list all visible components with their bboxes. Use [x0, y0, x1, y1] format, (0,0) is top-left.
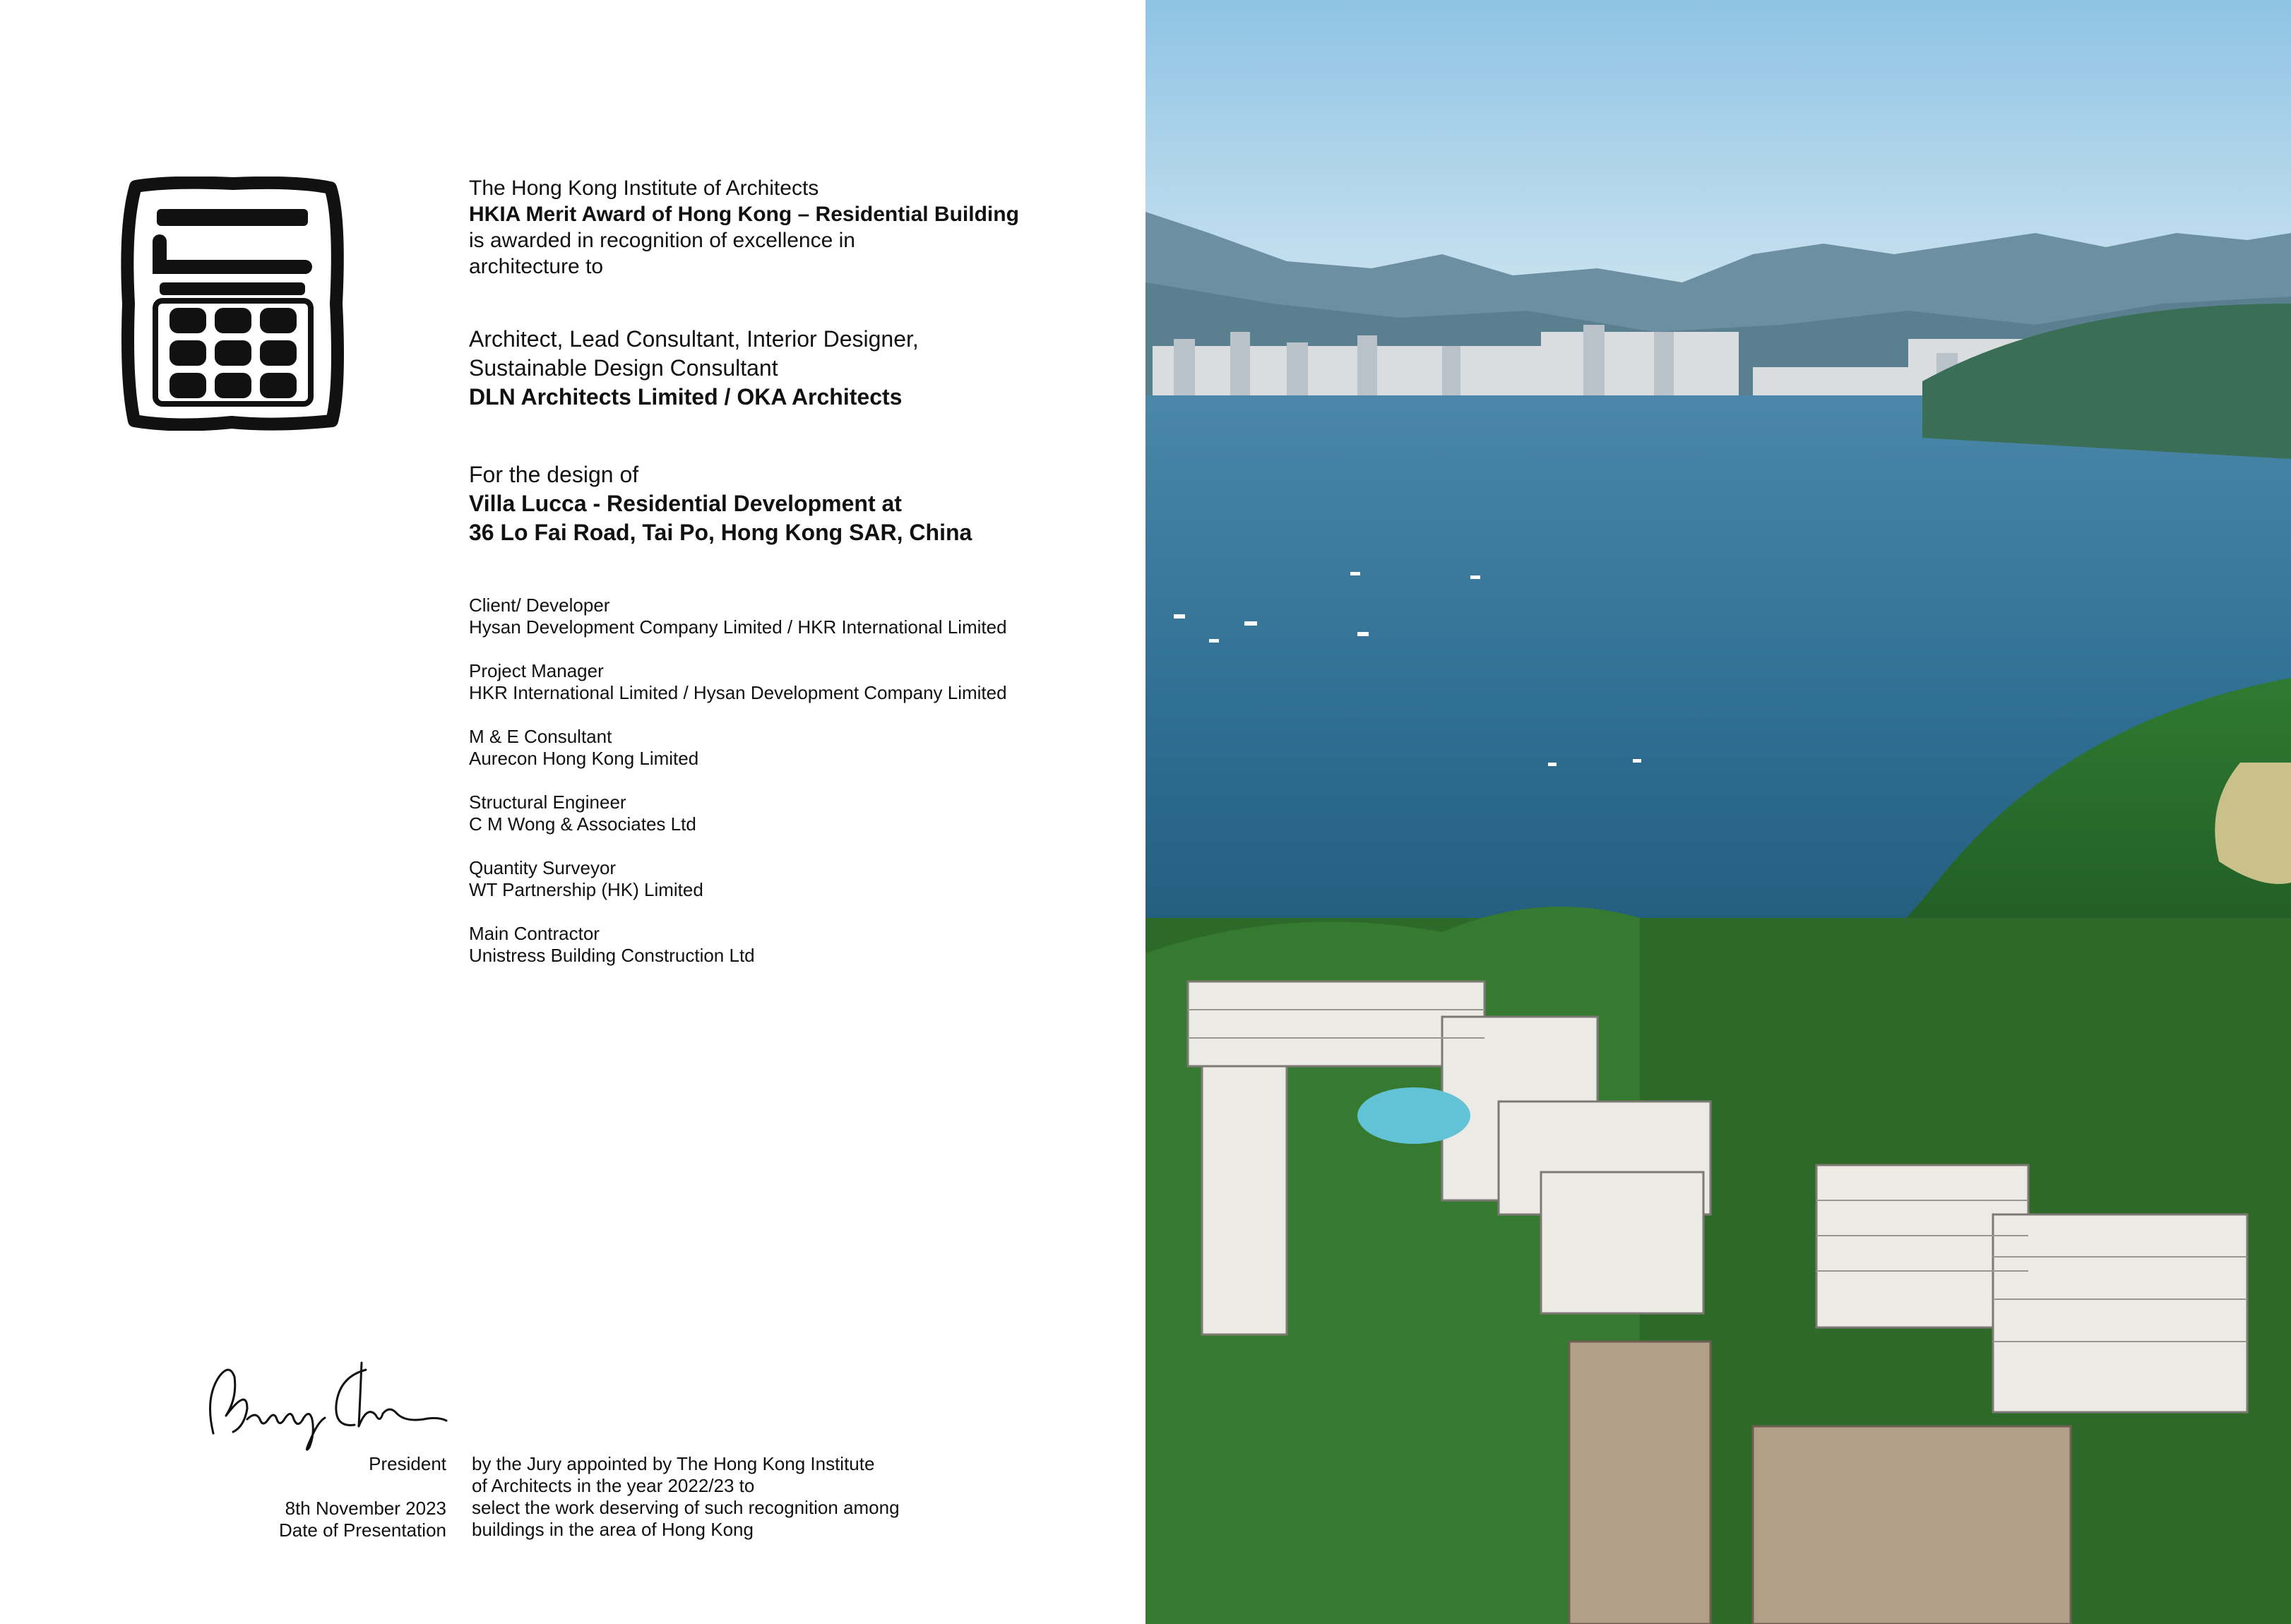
- design-intro: For the design of: [469, 462, 639, 487]
- credit-role: Project Manager: [469, 660, 604, 681]
- date-label: Date of Presentation: [278, 1519, 446, 1541]
- project-block: [469, 460, 1105, 547]
- institute-name: The Hong Kong Institute of Architects: [469, 177, 819, 200]
- credit-role: Main Contractor: [469, 923, 600, 944]
- credit-entry: [469, 595, 1105, 638]
- hkia-seal-icon: [120, 177, 345, 431]
- credit-name: HKR International Limited / Hysan Development Company Limited: [469, 682, 1007, 703]
- president-label-block: [212, 1453, 446, 1475]
- award-title: HKIA Merit Award of Hong Kong – Residential Building: [469, 203, 1019, 226]
- jury-statement: [472, 1453, 1107, 1541]
- roles-line-1: Architect, Lead Consultant, Interior Designer,: [469, 326, 919, 352]
- president-label: President: [369, 1453, 446, 1474]
- credit-role: M & E Consultant: [469, 726, 612, 747]
- credit-entry: [469, 660, 1105, 704]
- credit-name: Unistress Building Construction Ltd: [469, 945, 755, 966]
- roles-line-2: Sustainable Design Consultant: [469, 355, 778, 381]
- awarded-text-2: architecture to: [469, 255, 604, 278]
- credit-role: Structural Engineer: [469, 792, 626, 813]
- credit-entry: [469, 857, 1105, 901]
- credit-role: Quantity Surveyor: [469, 857, 617, 878]
- credit-role: Client/ Developer: [469, 595, 610, 616]
- awarded-text-1: is awarded in recognition of excellence in: [469, 229, 855, 252]
- credit-name: Hysan Development Company Limited / HKR International Limited: [469, 616, 1007, 638]
- aerial-photo: [1146, 0, 2291, 1624]
- jury-line: of Architects in the year 2022/23 to: [472, 1475, 755, 1496]
- project-name-1: Villa Lucca - Residential Development at: [469, 491, 902, 516]
- president-signature: [198, 1349, 452, 1462]
- credits-list: [469, 595, 1105, 989]
- jury-line: select the work deserving of such recognition among: [472, 1497, 900, 1518]
- credit-entry: [469, 923, 1105, 967]
- credit-name: Aurecon Hong Kong Limited: [469, 748, 699, 769]
- award-heading: [469, 175, 1105, 280]
- credit-entry: [469, 792, 1105, 835]
- jury-line: by the Jury appointed by The Hong Kong Institute: [472, 1453, 875, 1474]
- aerial-photo-illustration: [1146, 0, 2291, 1624]
- jury-line: buildings in the area of Hong Kong: [472, 1519, 754, 1540]
- credit-entry: [469, 726, 1105, 770]
- awardee-block: [469, 325, 1105, 412]
- project-name-2: 36 Lo Fai Road, Tai Po, Hong Kong SAR, China: [469, 520, 972, 545]
- awardee-name: DLN Architects Limited / OKA Architects: [469, 384, 903, 410]
- credit-name: WT Partnership (HK) Limited: [469, 879, 703, 900]
- date-block: [212, 1498, 446, 1541]
- presentation-date: 8th November 2023: [285, 1498, 446, 1519]
- credit-name: C M Wong & Associates Ltd: [469, 813, 696, 835]
